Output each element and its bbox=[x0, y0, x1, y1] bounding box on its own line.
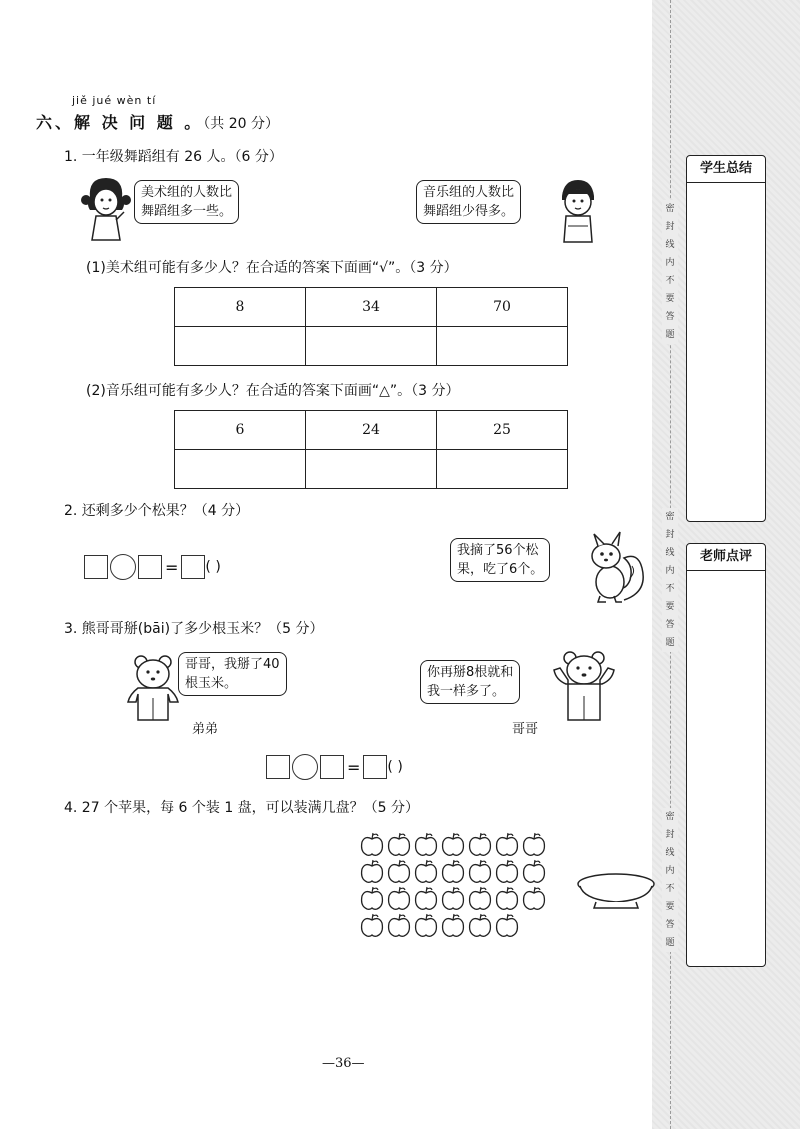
little-bear-label: 弟弟 bbox=[192, 722, 219, 737]
table2-answer-3[interactable] bbox=[437, 450, 568, 489]
apple-icon bbox=[416, 914, 437, 936]
apple-icon bbox=[362, 914, 383, 936]
apple-icon bbox=[524, 860, 545, 882]
student-summary-title: 学生总结 bbox=[687, 156, 765, 183]
seal-text-middle: 密 封 线 内 不 要 答 题 bbox=[662, 508, 678, 652]
q2-unit-paren[interactable]: ( ) bbox=[205, 559, 221, 575]
q3-equation bbox=[266, 754, 403, 780]
seal-text-bottom: 密 封 线 内 不 要 答 题 bbox=[662, 808, 678, 952]
little-bear-speech-bubble: 哥哥，我掰了40 根玉米。 bbox=[178, 652, 287, 696]
q2-box-1[interactable] bbox=[84, 555, 108, 579]
apple-icon bbox=[362, 887, 383, 909]
boy-speech-bubble: 音乐组的人数比 舞蹈组少得多。 bbox=[416, 180, 521, 224]
apple-icon bbox=[524, 887, 545, 909]
apple-icon bbox=[416, 833, 437, 855]
apple-icon bbox=[470, 887, 491, 909]
q1-stem: 1. 一年级舞蹈组有 26 人。（6 分） bbox=[64, 149, 283, 165]
apple-icon bbox=[416, 887, 437, 909]
apple-icon bbox=[497, 833, 518, 855]
apple-icon bbox=[443, 860, 464, 882]
table1-option-1: 8 bbox=[175, 288, 306, 327]
q1-part2-text: (2)音乐组可能有多少人？在合适的答案下面画“△”。（3 分） bbox=[86, 383, 460, 399]
apple-icon bbox=[470, 860, 491, 882]
table2-option-3: 25 bbox=[437, 411, 568, 450]
big-bear-speech-bubble: 你再掰8根就和 我一样多了。 bbox=[420, 660, 520, 704]
table2-answer-2[interactable] bbox=[306, 450, 437, 489]
apple-icon bbox=[443, 914, 464, 936]
section-score: （共 20 分） bbox=[203, 116, 280, 132]
q1-table1 bbox=[174, 287, 568, 366]
table1-answer-2[interactable] bbox=[306, 327, 437, 366]
section-pinyin: jiě jué wèn tí bbox=[72, 94, 157, 107]
little-bear-illustration bbox=[124, 654, 182, 724]
q2-equals: = bbox=[165, 557, 179, 577]
section-header bbox=[36, 110, 279, 133]
apple-icon bbox=[416, 860, 437, 882]
q2-stem: 2. 还剩多少个松果？（4 分） bbox=[64, 503, 250, 519]
student-summary-box[interactable] bbox=[686, 155, 766, 522]
apple-icon bbox=[362, 860, 383, 882]
page-number: —36— bbox=[322, 1056, 365, 1071]
q3-box-2[interactable] bbox=[320, 755, 344, 779]
apple-icon bbox=[389, 914, 410, 936]
q3-unit-paren[interactable]: ( ) bbox=[387, 759, 403, 775]
squirrel-speech-bubble: 我摘了56个松 果，吃了6个。 bbox=[450, 538, 550, 582]
q2-operator-circle[interactable] bbox=[110, 554, 136, 580]
apple-icon bbox=[497, 860, 518, 882]
teacher-comment-box[interactable] bbox=[686, 543, 766, 967]
apple-icon bbox=[497, 887, 518, 909]
seal-text-top: 密 封 线 内 不 要 答 题 bbox=[662, 200, 678, 344]
apple-icon bbox=[389, 860, 410, 882]
boy-illustration bbox=[552, 176, 602, 244]
apple-icon bbox=[362, 833, 383, 855]
q3-stem: 3. 熊哥哥掰(bāi)了多少根玉米？（5 分） bbox=[64, 621, 324, 637]
q3-box-1[interactable] bbox=[266, 755, 290, 779]
table2-option-2: 24 bbox=[306, 411, 437, 450]
q4-stem: 4. 27 个苹果，每 6 个装 1 盘，可以装满几盘？（5 分） bbox=[64, 800, 420, 816]
big-bear-label: 哥哥 bbox=[512, 722, 539, 737]
apple-icon bbox=[470, 914, 491, 936]
table2-answer-1[interactable] bbox=[175, 450, 306, 489]
q2-box-2[interactable] bbox=[138, 555, 162, 579]
apple-icon bbox=[443, 833, 464, 855]
table1-answer-1[interactable] bbox=[175, 327, 306, 366]
apple-icon bbox=[524, 833, 545, 855]
table1-option-2: 34 bbox=[306, 288, 437, 327]
q3-box-result[interactable] bbox=[363, 755, 387, 779]
girl-speech-bubble: 美术组的人数比 舞蹈组多一些。 bbox=[134, 180, 239, 224]
table1-answer-3[interactable] bbox=[437, 327, 568, 366]
apple-icon bbox=[389, 887, 410, 909]
apple-icon bbox=[443, 887, 464, 909]
apple-icon bbox=[497, 914, 518, 936]
q1-part1-text: (1)美术组可能有多少人？在合适的答案下面画“√”。（3 分） bbox=[86, 260, 458, 276]
q3-operator-circle[interactable] bbox=[292, 754, 318, 780]
apple-icon bbox=[389, 833, 410, 855]
teacher-comment-title: 老师点评 bbox=[687, 544, 765, 571]
q3-equals: = bbox=[347, 757, 361, 777]
plate-illustration bbox=[574, 870, 658, 910]
apple-icon bbox=[470, 833, 491, 855]
q2-box-result[interactable] bbox=[181, 555, 205, 579]
big-bear-illustration bbox=[552, 650, 616, 724]
table1-option-3: 70 bbox=[437, 288, 568, 327]
q1-table2 bbox=[174, 410, 568, 489]
q2-equation bbox=[84, 554, 221, 580]
section-title: 六、解 决 问 题 。 bbox=[36, 113, 204, 132]
apple-grid bbox=[358, 830, 554, 940]
squirrel-illustration bbox=[584, 530, 648, 606]
table2-option-1: 6 bbox=[175, 411, 306, 450]
girl-illustration bbox=[78, 174, 134, 242]
